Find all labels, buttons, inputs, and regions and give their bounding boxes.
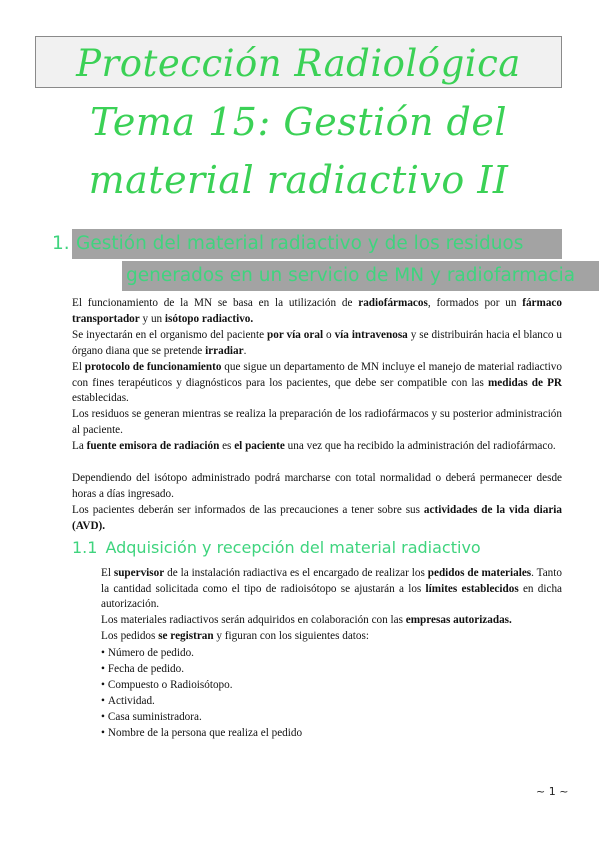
paragraph-1 (72, 296, 562, 327)
text-run: Los materiales radiactivos serán adquiridos en colaboración con las (101, 614, 406, 626)
bold-text-run: límites establecidos (425, 582, 519, 595)
bold-text-run: empresas autorizadas. (405, 614, 512, 626)
section-1-heading-line1: Gestión del material radiactivo y de los residuos (72, 229, 562, 259)
text-run: es (219, 440, 235, 452)
text-run: El (72, 361, 85, 373)
section-1-number: 1. (52, 233, 70, 254)
bold-text-run: isótopo radiactivo. (164, 312, 254, 325)
bold-text-run: por vía oral (267, 329, 324, 341)
document-subtitle-line1: Tema 15: Gestión del (89, 100, 508, 144)
text-run: Los pacientes deberán ser informados de las precauciones a tener sobre sus (72, 504, 424, 516)
section-1-heading-line2: generados en un servicio de MN y radiofarmacia (122, 261, 599, 291)
bold-text-run: el paciente (234, 440, 285, 452)
list-item: • Número de pedido. (101, 645, 302, 661)
list-item: • Casa suministradora. (101, 709, 302, 725)
text-run: en dicha autorización. (101, 582, 562, 610)
page-number: ~ 1 ~ (536, 785, 569, 798)
paragraph-5 (72, 439, 562, 455)
text-run: Se inyectarán en el organismo del paciente (72, 329, 268, 341)
paragraph-7 (72, 503, 562, 534)
list-item: • Nombre de la persona que realiza el pedido (101, 725, 302, 741)
text-run: una vez que ha recibido la administración del radiofármaco. (284, 440, 556, 452)
subsection-paragraph-3 (101, 629, 562, 645)
bold-text-run: radiofármacos (358, 297, 428, 309)
text-run: . Tanto la cantidad solicitada como el tipo de radioisótopo se ajustarán a los (101, 567, 562, 595)
text-run: Dependiendo del isótopo administrado podrá marcharse con total normalidad o deberá permanecer desde horas a días ingresado. (72, 472, 562, 500)
text-run: y un (139, 312, 165, 325)
paragraph-3 (72, 360, 562, 407)
document-title: Protección Radiológica (76, 42, 521, 85)
text-run: , formados por un (427, 297, 523, 309)
section-1-1-number: 1.1 (72, 538, 98, 557)
text-run: El (101, 567, 114, 579)
text-run: que sigue un departamento de MN incluye el manejo de material radiactivo con fines terapéuticos y diagnósticos para los pacientes, que debe ser compatible con las (72, 361, 562, 389)
text-run: establecidas. (72, 392, 129, 404)
document-subtitle-line2: material radiactivo II (88, 158, 509, 202)
paragraph-4 (72, 407, 562, 438)
section-1-1-title: Adquisición y recepción del material radiactivo (105, 538, 481, 557)
paragraph-6 (72, 471, 562, 502)
list-item: • Actividad. (101, 693, 302, 709)
text-run: La (72, 440, 87, 452)
bold-text-run: protocolo de funcionamiento (84, 361, 222, 373)
bold-text-run: fármaco transportador (72, 297, 562, 325)
bold-text-run: irradiar (205, 344, 244, 357)
subsection-paragraph-2 (101, 613, 562, 629)
bold-text-run: supervisor (113, 567, 165, 579)
text-run: El funcionamiento de la MN se basa en la utilización de (72, 297, 359, 309)
text-run: . (243, 344, 247, 357)
text-run: y figuran con los siguientes datos: (213, 630, 369, 642)
text-run: y se distribuirán hacia el blanco u órgano diana que se pretende (72, 329, 563, 357)
section-1-1-heading (72, 538, 481, 557)
text-run: Los pedidos (101, 630, 159, 642)
bold-text-run: se registran (158, 630, 214, 642)
text-run: de la instalación radiactiva es el encargado de realizar los (164, 567, 428, 579)
subsection-paragraph-1 (101, 566, 562, 613)
bold-text-run: fuente emisora de radiación (86, 440, 220, 452)
text-run: Los residuos se generan mientras se realiza la preparación de los radiofármacos y su posterior administración al paciente. (72, 408, 562, 436)
list-item: • Fecha de pedido. (101, 661, 302, 677)
bold-text-run: vía intravenosa (334, 329, 408, 341)
bold-text-run: actividades de la vida diaria (AVD). (72, 504, 562, 532)
bold-text-run: medidas de PR (487, 376, 562, 389)
bold-text-run: pedidos de materiales (427, 567, 532, 579)
list-item: • Compuesto o Radioisótopo. (101, 677, 302, 693)
paragraph-2 (72, 328, 562, 359)
text-run: o (323, 329, 335, 341)
order-data-list (101, 645, 302, 741)
